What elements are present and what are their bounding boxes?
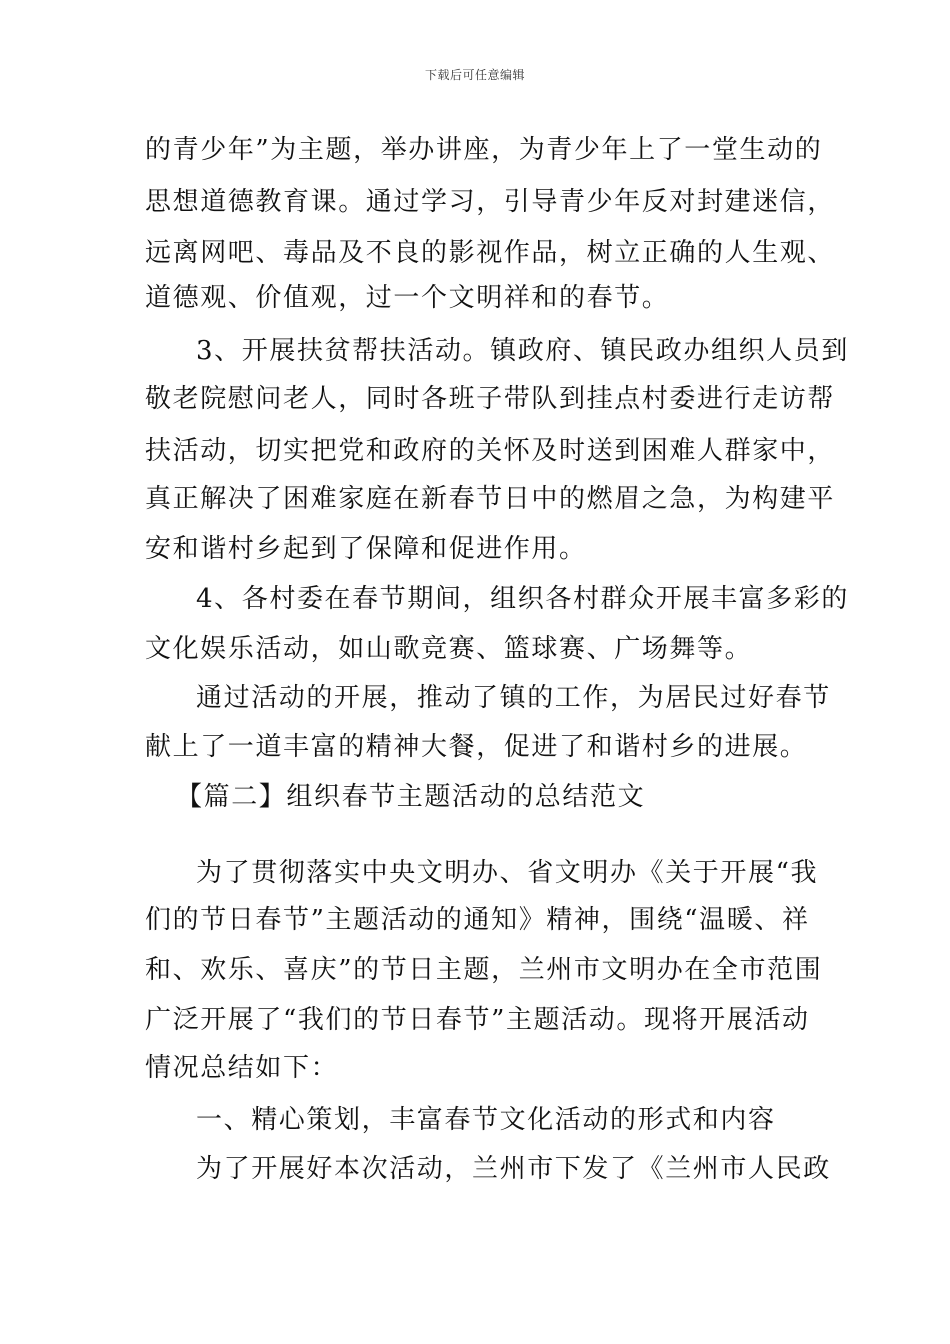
- text-line: 情况总结如下：: [145, 1053, 339, 1083]
- text-line: 的青少年”为主题，举办讲座，为青少年上了一堂生动的: [145, 135, 823, 165]
- text-line: 真正解决了困难家庭在新春节日中的燃眉之急，为构建平: [145, 484, 836, 514]
- text-line: 思想道德教育课。通过学习，引导青少年反对封建迷信，: [145, 187, 836, 217]
- text-line: 道德观、价值观，过一个文明祥和的春节。: [145, 283, 670, 313]
- section-heading: 【篇二】组织春节主题活动的总结范文: [176, 782, 646, 812]
- text-line: 敬老院慰问老人，同时各班子带队到挂点村委进行走访帮: [145, 384, 836, 414]
- subsection-heading: 一、精心策划，丰富春节文化活动的形式和内容: [196, 1105, 776, 1135]
- text-line: 为了开展好本次活动，兰州市下发了《兰州市人民政: [196, 1154, 831, 1184]
- text-line: 广泛开展了“我们的节日春节”主题活动。现将开展活动: [145, 1005, 810, 1035]
- text-line: 文化娱乐活动，如山歌竞赛、篮球赛、广场舞等。: [145, 634, 753, 664]
- text-line: 献上了一道丰富的精神大餐，促进了和谐村乡的进展。: [145, 732, 808, 762]
- text-line: 和、欢乐、喜庆”的节日主题，兰州市文明办在全市范围: [145, 955, 823, 985]
- text-line: 扶活动，切实把党和政府的关怀及时送到困难人群家中，: [145, 436, 836, 466]
- text-line: 4、各村委在春节期间，组织各村群众开展丰富多彩的: [196, 584, 849, 614]
- text-line: 3、开展扶贫帮扶活动。镇政府、镇民政办组织人员到: [196, 336, 849, 366]
- text-line: 们的节日春节”主题活动的通知》精神，围绕“温暖、祥: [145, 905, 810, 935]
- page-header-note: 下载后可任意编辑: [424, 68, 525, 82]
- text-line: 为了贯彻落实中央文明办、省文明办《关于开展“我: [196, 858, 819, 888]
- text-line: 远离网吧、毒品及不良的影视作品，树立正确的人生观、: [145, 238, 836, 268]
- text-line: 通过活动的开展，推动了镇的工作，为居民过好春节: [196, 683, 831, 713]
- text-line: 安和谐村乡起到了保障和促进作用。: [145, 534, 587, 564]
